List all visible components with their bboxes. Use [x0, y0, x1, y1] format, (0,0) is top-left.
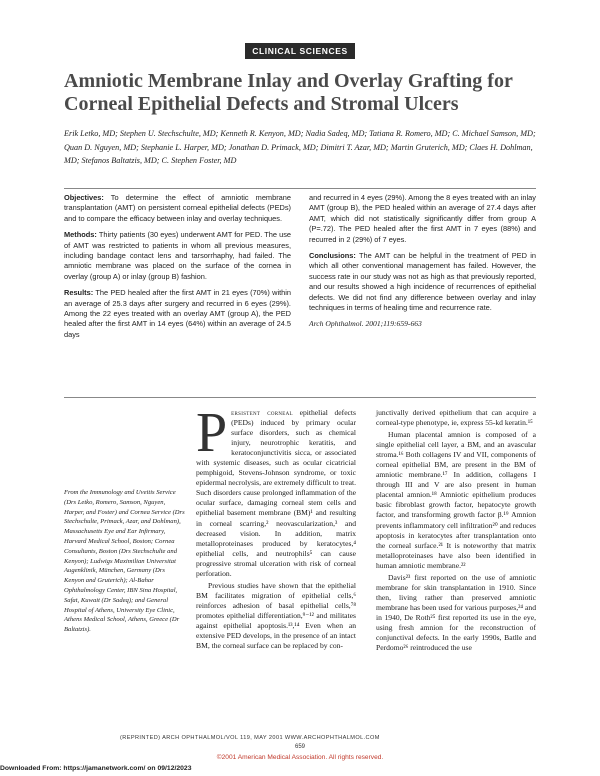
article-title: Amniotic Membrane Inlay and Overlay Grafting for Corneal Epithelial Defects and Stromal Ulcers [64, 70, 513, 115]
results-text-part2: and recurred in 4 eyes (29%). Among the 8 eyes treated with an inlay AMT (group B), the PED healed within an average of 27.4 days after AMT, which did not statistically significantly differ from group A (P=.72). The PED healed after the first AMT in 7 eyes (88%) and recurred in 2 (29%) of 7 eyes. [309, 193, 536, 244]
abstract [64, 193, 536, 390]
results-text-part1: The PED healed after the first AMT in 21 eyes (70%) within an average of 25.3 days after surgery and recurred in 6 eyes (29%). Among the 22 eyes treated with an overlay AMT (group A), the PED healed after the first AMT in 14 eyes (64%) within an average of 24.5 days [64, 288, 291, 339]
body-column-1 [196, 402, 356, 653]
abstract-right-column [309, 193, 536, 330]
abstract-bottom-rule [64, 397, 536, 398]
abstract-conclusions [309, 251, 536, 313]
body-paragraph: junctivally derived epithelium that can acquire a corneal-type phenotype, ie, express 55-kd keratin.¹⁵ [376, 408, 536, 428]
author-list: Erik Letko, MD; Stephen U. Stechschulte, MD; Kenneth R. Kenyon, MD; Nadia Sadeq, MD; Tatiana R. Romero, MD; C. Michael Samson, MD; Quan D. Nguyen, MD; Stephanie L. Harper, MD; Jonathan D. Primack, MD; Dimitri T. Azar, MD; Martin Gruterich, MD; Claes H. Dohlman, MD; Stefanos Baltatzis, MD; C. Stephen Foster, MD [64, 129, 536, 165]
body-paragraph: Human placental amnion is composed of a single epithelial cell layer, a BM, and an avascular stroma.¹⁶ Both collagens IV and VII, components of corneal epithelial BM, are present in the BM of amniotic membrane.¹⁷ In addition, collagens I through III and V are also present in human placental amnion.¹⁸ Amniotic epithelium produces basic fibroblast growth factor, hepatocyte growth factor, and transforming growth factor β.¹⁹ Amnion prevents inflammatory cell infiltration²⁰ and reduces apoptosis in keratocytes after transplantation onto the corneal surface.²¹ It is noteworthy that matrix metalloproteinases have also been identified in human amniotic membrane.²² [376, 430, 536, 570]
abstract-methods [64, 230, 291, 282]
author-affiliations: From the Immunology and Uveitis Service (Drs Letko, Romero, Samson, Nguyen, Harper, and Foster) and Cornea Service (Drs Stechschulte, Primack, Azar, and Dohlman), Massachusetts Eye and Ear Infirmary, Harvard Medical School, Boston; Cornea Consultants, Boston (Drs Stechschulte and Kenyon); Ludwigs Maximilian Universitat Augenklinik, München, Germany (Drs Kenyon and Gruterich); Al-Bahar Ophthalmology Center, IBN Sina Hospital, Safat, Kuwait (Dr Sadeq); and General Hospital of Athens, University Eye Clinic, Athens Medical School, Athens, Greece (Dr Baltatzis). [64, 489, 185, 634]
abstract-objectives [64, 193, 291, 224]
methods-heading: Methods: [64, 230, 97, 240]
methods-text: Thirty patients (30 eyes) underwent AMT for PED. The use of AMT was restricted to patients in whom all previous measures, including bandage contact lens and tarsorrhaphy, had failed. The amniotic membrane was placed on the surface of the cornea in overlay (group A) or inlay (group B) fashion. [64, 230, 292, 281]
section-tag: CLINICAL SCIENCES [245, 43, 355, 59]
body-paragraph: Davis²³ first reported on the use of amniotic membrane for skin transplantation in 1910. Since then, living rather than preserved amniotic membrane has been used for various purposes,²⁴ and in 1940, De Roth²⁵ first reported its use in the eye, using fresh amnion for the reconstruction of conjunctival defects. In the early 1990s, Batlle and Perdomo²⁶ reintroduced the use [376, 572, 536, 653]
objectives-heading: Objectives: [64, 193, 104, 202]
results-heading: Results: [64, 288, 94, 298]
lead-smallcaps: ersistent corneal [231, 408, 293, 417]
body-paragraph: Previous studies have shown that the epithelial BM facilitates migration of epithelial cells,⁶ reinforces adhesion of basal epithelial cells,⁷⁸ promotes epithelial differentiation,⁹⁻¹² and militates against epithelial apoptosis.¹³,¹⁴ Even when an extensive PED develops, in the presence of an intact BM, the corneal surface can be replaced by con- [196, 580, 356, 651]
paragraph-text: epithelial defects (PEDs) induced by primary ocular surface disorders, such as chemical injury, neurotrophic keratitis, and keratoconjunctivitis sicca, or associated with systemic diseases, such as ocular cicatricial pemphigoid, Stevens-Johnson syndrome, or toxic epidermal necrolysis, are extremely difficult to treat. Such disorders cause prolonged inflammation of the ocular surface, damaging corneal stem cells and epithelial basement membrane (BM)¹ and resulting in corneal scarring,² neovascularization,³ and decreased vision. In addition, matrix metalloproteinases produced by keratocytes,⁴ epithelial cells, and neutrophils⁵ can cause progressive stromal ulceration with risk of corneal perforation. [196, 408, 356, 578]
journal-citation: Arch Ophthalmol. 2001;119:659-663 [309, 319, 422, 329]
conclusions-heading: Conclusions: [309, 251, 356, 261]
body-column-2 [376, 408, 536, 655]
abstract-left-column [64, 193, 291, 346]
running-footer: (REPRINTED) ARCH OPHTHALMOL/VOL 119, MAY 2001 WWW.ARCHOPHTHALMOL.COM [120, 735, 380, 741]
abstract-results [64, 288, 291, 340]
page-number: 659 [294, 744, 305, 750]
conclusions-text: The AMT can be helpful in the treatment of PED in which all other conventional management has failed. However, the success rate in our study was not as high as that previously reported, and our results showed a high incidence of recurrences of epithelial defects. We did not find any difference between overlay and inlay techniques in terms of healing time and recurrence rate. [309, 251, 536, 313]
copyright-notice: ©2001 American Medical Association. All rights reserved. [216, 754, 384, 761]
download-notice: Downloaded From: https://jamanetwork.com/ on 09/12/2023 [0, 765, 192, 772]
abstract-top-rule [64, 188, 536, 189]
drop-cap: P [196, 402, 228, 464]
body-paragraph [196, 402, 356, 579]
objectives-text: To determine the effect of amniotic membrane transplantation (AMT) on persistent corneal epithelial defects (PEDs) and to compare the efficacy between inlay and overlay techniques. [64, 193, 291, 223]
